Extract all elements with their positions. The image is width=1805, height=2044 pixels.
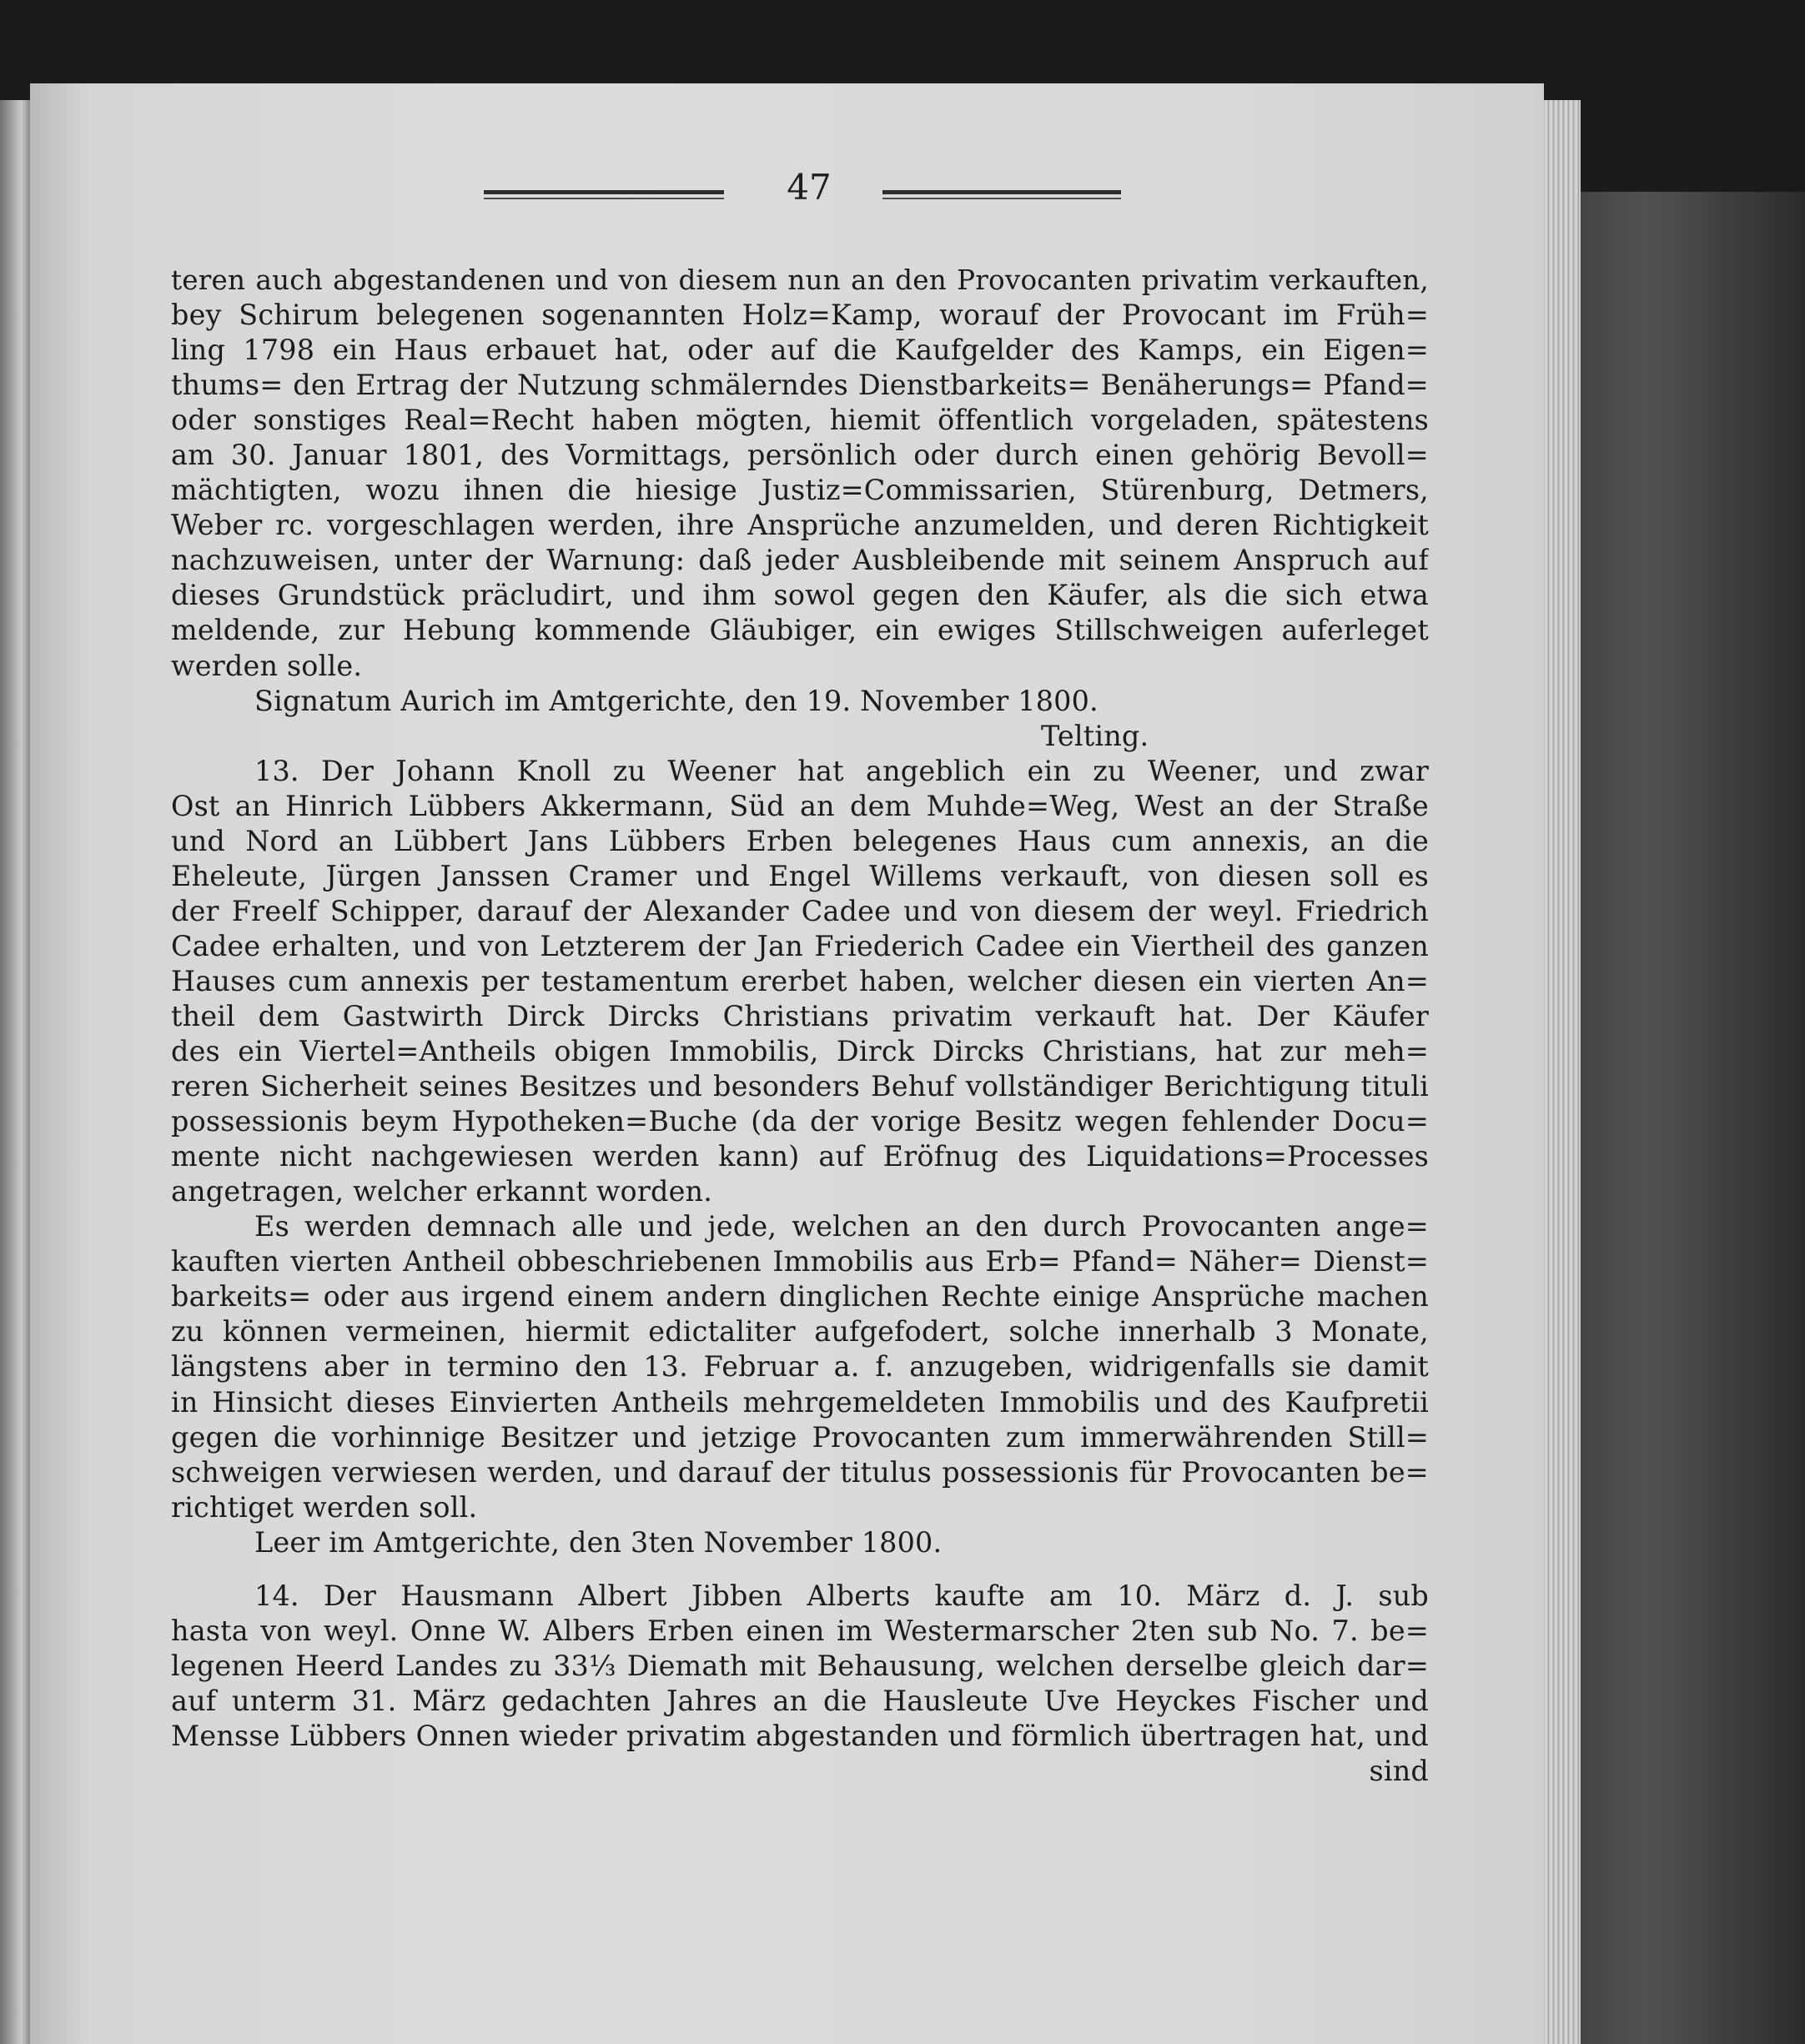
text-line: richtiget werden soll. [171,1490,478,1524]
text-line: Mensse Lübbers Onnen wieder privatim abgestanden und förmlich übertragen hat, und [171,1719,1429,1752]
text-line: possessionis beym Hypotheken=Buche (da der vorige Besitz wegen fehlender Docu= [171,1105,1429,1138]
text-line: werden solle. [171,649,363,682]
text-line: angetragen, welcher erkannt worden. [171,1175,713,1208]
page-header [0,167,1805,217]
text-line: auf unterm 31. März gedachten Jahres an die Hausleute Uve Heyckes Fischer und [171,1684,1429,1717]
signatory-name: Telting. [1041,719,1149,752]
text-line: legenen Heerd Landes zu 33⅓ Diemath mit Behausung, welchen derselbe gleich dar= [171,1649,1429,1682]
text-line: dieses Grundstück präcludirt, und ihm sowol gegen den Käufer, als die sich etwa [171,579,1429,612]
text-line: teren auch abgestandenen und von diesem nun an den Provocanten privatim verkauften, [171,264,1429,296]
text-line: Ost an Hinrich Lübbers Akkermann, Süd an dem Muhde=Weg, West an der Straße [171,789,1429,822]
text-line: thums= den Ertrag der Nutzung schmälerndes Dienstbarkeits= Benäherungs= Pfand= [171,369,1429,402]
header-rule-right [882,190,1121,194]
text-line: kauften vierten Antheil obbeschriebenen Immobilis aus Erb= Pfand= Näher= Dienst= [171,1245,1429,1278]
text-line: oder sonstiges Real=Recht haben mögten, hiemit öffentlich vorgeladen, spätestens [171,404,1429,437]
text-line: des ein Viertel=Antheils obigen Immobilis, Dirck Dircks Christians, hat zur meh= [171,1035,1429,1068]
text-line: 13. Der Johann Knoll zu Weener hat angeblich ein zu Weener, und zwar [254,754,1429,787]
text-line: hasta von weyl. Onne W. Albers Erben einen im Westermarscher 2ten sub No. 7. be= [171,1614,1429,1647]
text-line: 14. Der Hausmann Albert Jibben Alberts kaufte am 10. März d. J. sub [254,1579,1429,1612]
text-line: ling 1798 ein Haus erbauet hat, oder auf die Kaufgelder des Kamps, ein Eigen= [171,334,1429,367]
text-line: Es werden demnach alle und jede, welchen an den durch Provocanten ange= [254,1210,1429,1243]
paragraph-gap [171,1560,1429,1579]
text-line: Weber rc. vorgeschlagen werden, ihre Ansprüche anzumelden, und deren Richtigkeit [171,509,1429,542]
text-line: Eheleute, Jürgen Janssen Cramer und Engel Willems verkauft, von diesen soll es [171,859,1429,892]
text-line: gegen die vorhinnige Besitzer und jetzige Provocanten zum immerwährenden Still= [171,1420,1429,1454]
text-line: mente nicht nachgewiesen werden kann) auf Eröfnug des Liquidations=Processes [171,1140,1429,1173]
signature-line: Signatum Aurich im Amtgerichte, den 19. November 1800. [254,684,1099,717]
text-line: Cadee erhalten, und von Letzterem der Jan Friederich Cadee ein Viertheil des ganzen [171,929,1429,962]
text-line: längstens aber in termino den 13. Februar a. f. anzugeben, widrigenfalls sie damit [171,1350,1429,1384]
text-line: am 30. Januar 1801, des Vormittags, persönlich oder durch einen gehörig Bevoll= [171,439,1429,472]
text-line: reren Sicherheit seines Besitzes und besonders Behuf vollständiger Berichtigung tituli [171,1070,1429,1103]
body-text [171,263,1429,1789]
text-line: der Freelf Schipper, darauf der Alexander Cadee und von diesem der weyl. Friedrich [171,894,1429,927]
text-line: zu können vermeinen, hiermit edictaliter aufgefodert, solche innerhalb 3 Monate, [171,1315,1429,1348]
text-line: bey Schirum belegenen sogenannten Holz=Kamp, worauf der Provocant im Früh= [171,299,1429,332]
text-line: mächtigten, wozu ihnen die hiesige Justiz=Commissarien, Stürenburg, Detmers, [171,474,1429,507]
signature-line: Leer im Amtgerichte, den 3ten November 1800. [254,1525,943,1559]
header-rule-left [484,190,724,194]
text-line: schweigen verwiesen werden, und darauf der titulus possessionis für Provocanten be= [171,1455,1429,1489]
page-number: 47 [787,167,832,208]
text-line: und Nord an Lübbert Jans Lübbers Erben belegenes Haus cum annexis, an die [171,824,1429,857]
text-line: meldende, zur Hebung kommende Gläubiger, ein ewiges Stillschweigen auferleget [171,614,1429,647]
catchword: sind [1369,1754,1429,1787]
text-line: nachzuweisen, unter der Warnung: daß jeder Ausbleibende mit seinem Anspruch auf [171,544,1429,577]
text-line: Hauses cum annexis per testamentum ererbet haben, welcher diesen ein vierten An= [171,964,1429,997]
left-page-edge [0,100,30,2044]
text-line: in Hinsicht dieses Einvierten Antheils mehrgemeldeten Immobilis und des Kaufpretii [171,1385,1429,1419]
text-line: theil dem Gastwirth Dirck Dircks Christians privatim verkauft hat. Der Käufer [171,999,1429,1032]
text-line: barkeits= oder aus irgend einem andern dinglichen Rechte einige Ansprüche machen [171,1280,1429,1313]
